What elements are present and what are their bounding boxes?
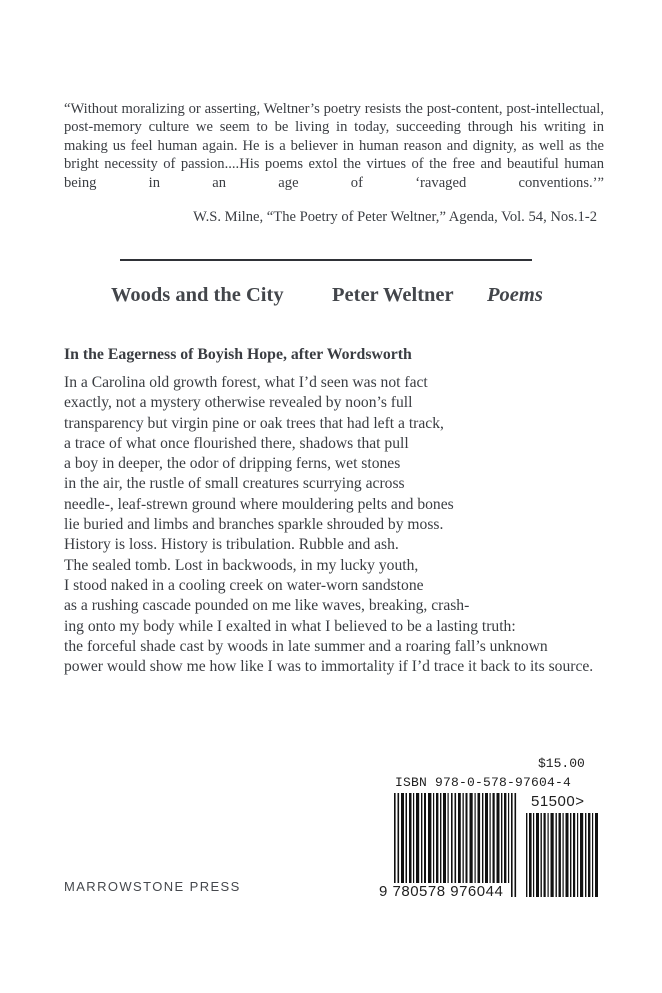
- poem-line: needle-, leaf-strewn ground where mouldering pelts and bones: [64, 495, 454, 513]
- poem-line: a boy in deeper, the odor of dripping ferns, wet stones: [64, 455, 401, 473]
- blurb-quote: “Without moralizing or asserting, Weltner’s poetry resists the post-content, post-intellectual, post-memory culture we seem to be living in today, succeeding through his writing in making us feel human again. He is a believer in human reason and dignity, as well as the bright necessity of passion....His poems extol the virtues of the free and beautiful human being in an age of ‘ravaged conventions.’”: [64, 101, 604, 191]
- price-label: $15.00: [538, 756, 585, 771]
- addon-digits: 51500>: [531, 793, 585, 810]
- poem-line: ing onto my body while I exalted in what I believed to be a lasting truth:: [64, 617, 516, 635]
- poem-title: In the Eagerness of Boyish Hope, after Wordsworth: [64, 346, 412, 363]
- poem-line: transparency but virgin pine or oak trees that had left a track,: [64, 414, 444, 432]
- book-genre: Poems: [487, 284, 543, 306]
- poem-line: exactly, not a mystery otherwise revealed by noon’s full: [64, 394, 413, 412]
- poem-line: a trace of what once flourished there, shadows that pull: [64, 434, 409, 452]
- poem-line: the forceful shade cast by woods in late summer and a roaring fall’s unknown: [64, 637, 548, 655]
- poem-line: lie buried and limbs and branches sparkle shrouded by moss.: [64, 516, 444, 534]
- ean-barcode-graphic: [392, 793, 517, 897]
- isbn-label: ISBN 978-0-578-97604-4: [395, 775, 572, 790]
- poem-line: in the air, the rustle of small creatures scurrying across: [64, 475, 405, 493]
- blurb-attribution: W.S. Milne, “The Poetry of Peter Weltner,” Agenda, Vol. 54, Nos.1-2: [193, 209, 597, 225]
- book-author: Peter Weltner: [332, 284, 454, 306]
- publisher-name: MARROWSTONE PRESS: [64, 879, 241, 894]
- poem-line: History is loss. History is tribulation. Rubble and ash.: [64, 536, 399, 554]
- poem-line: power would show me how like I was to immortality if I’d trace it back to its source.: [64, 658, 594, 676]
- ean-digits: 9 780578 976044: [379, 883, 504, 900]
- book-title: Woods and the City: [111, 284, 284, 306]
- poem-line: The sealed tomb. Lost in backwoods, in my lucky youth,: [64, 556, 419, 574]
- poem-line: In a Carolina old growth forest, what I’d seen was not fact: [64, 374, 428, 391]
- poem-line: I stood naked in a cooling creek on water-worn sandstone: [64, 576, 424, 594]
- poem-body: [64, 373, 624, 677]
- back-cover-blurb: [64, 100, 604, 210]
- poem-line: as a rushing cascade pounded on me like waves, breaking, crash-: [64, 597, 470, 615]
- divider-rule: [120, 259, 532, 261]
- addon-barcode-graphic: [525, 813, 600, 897]
